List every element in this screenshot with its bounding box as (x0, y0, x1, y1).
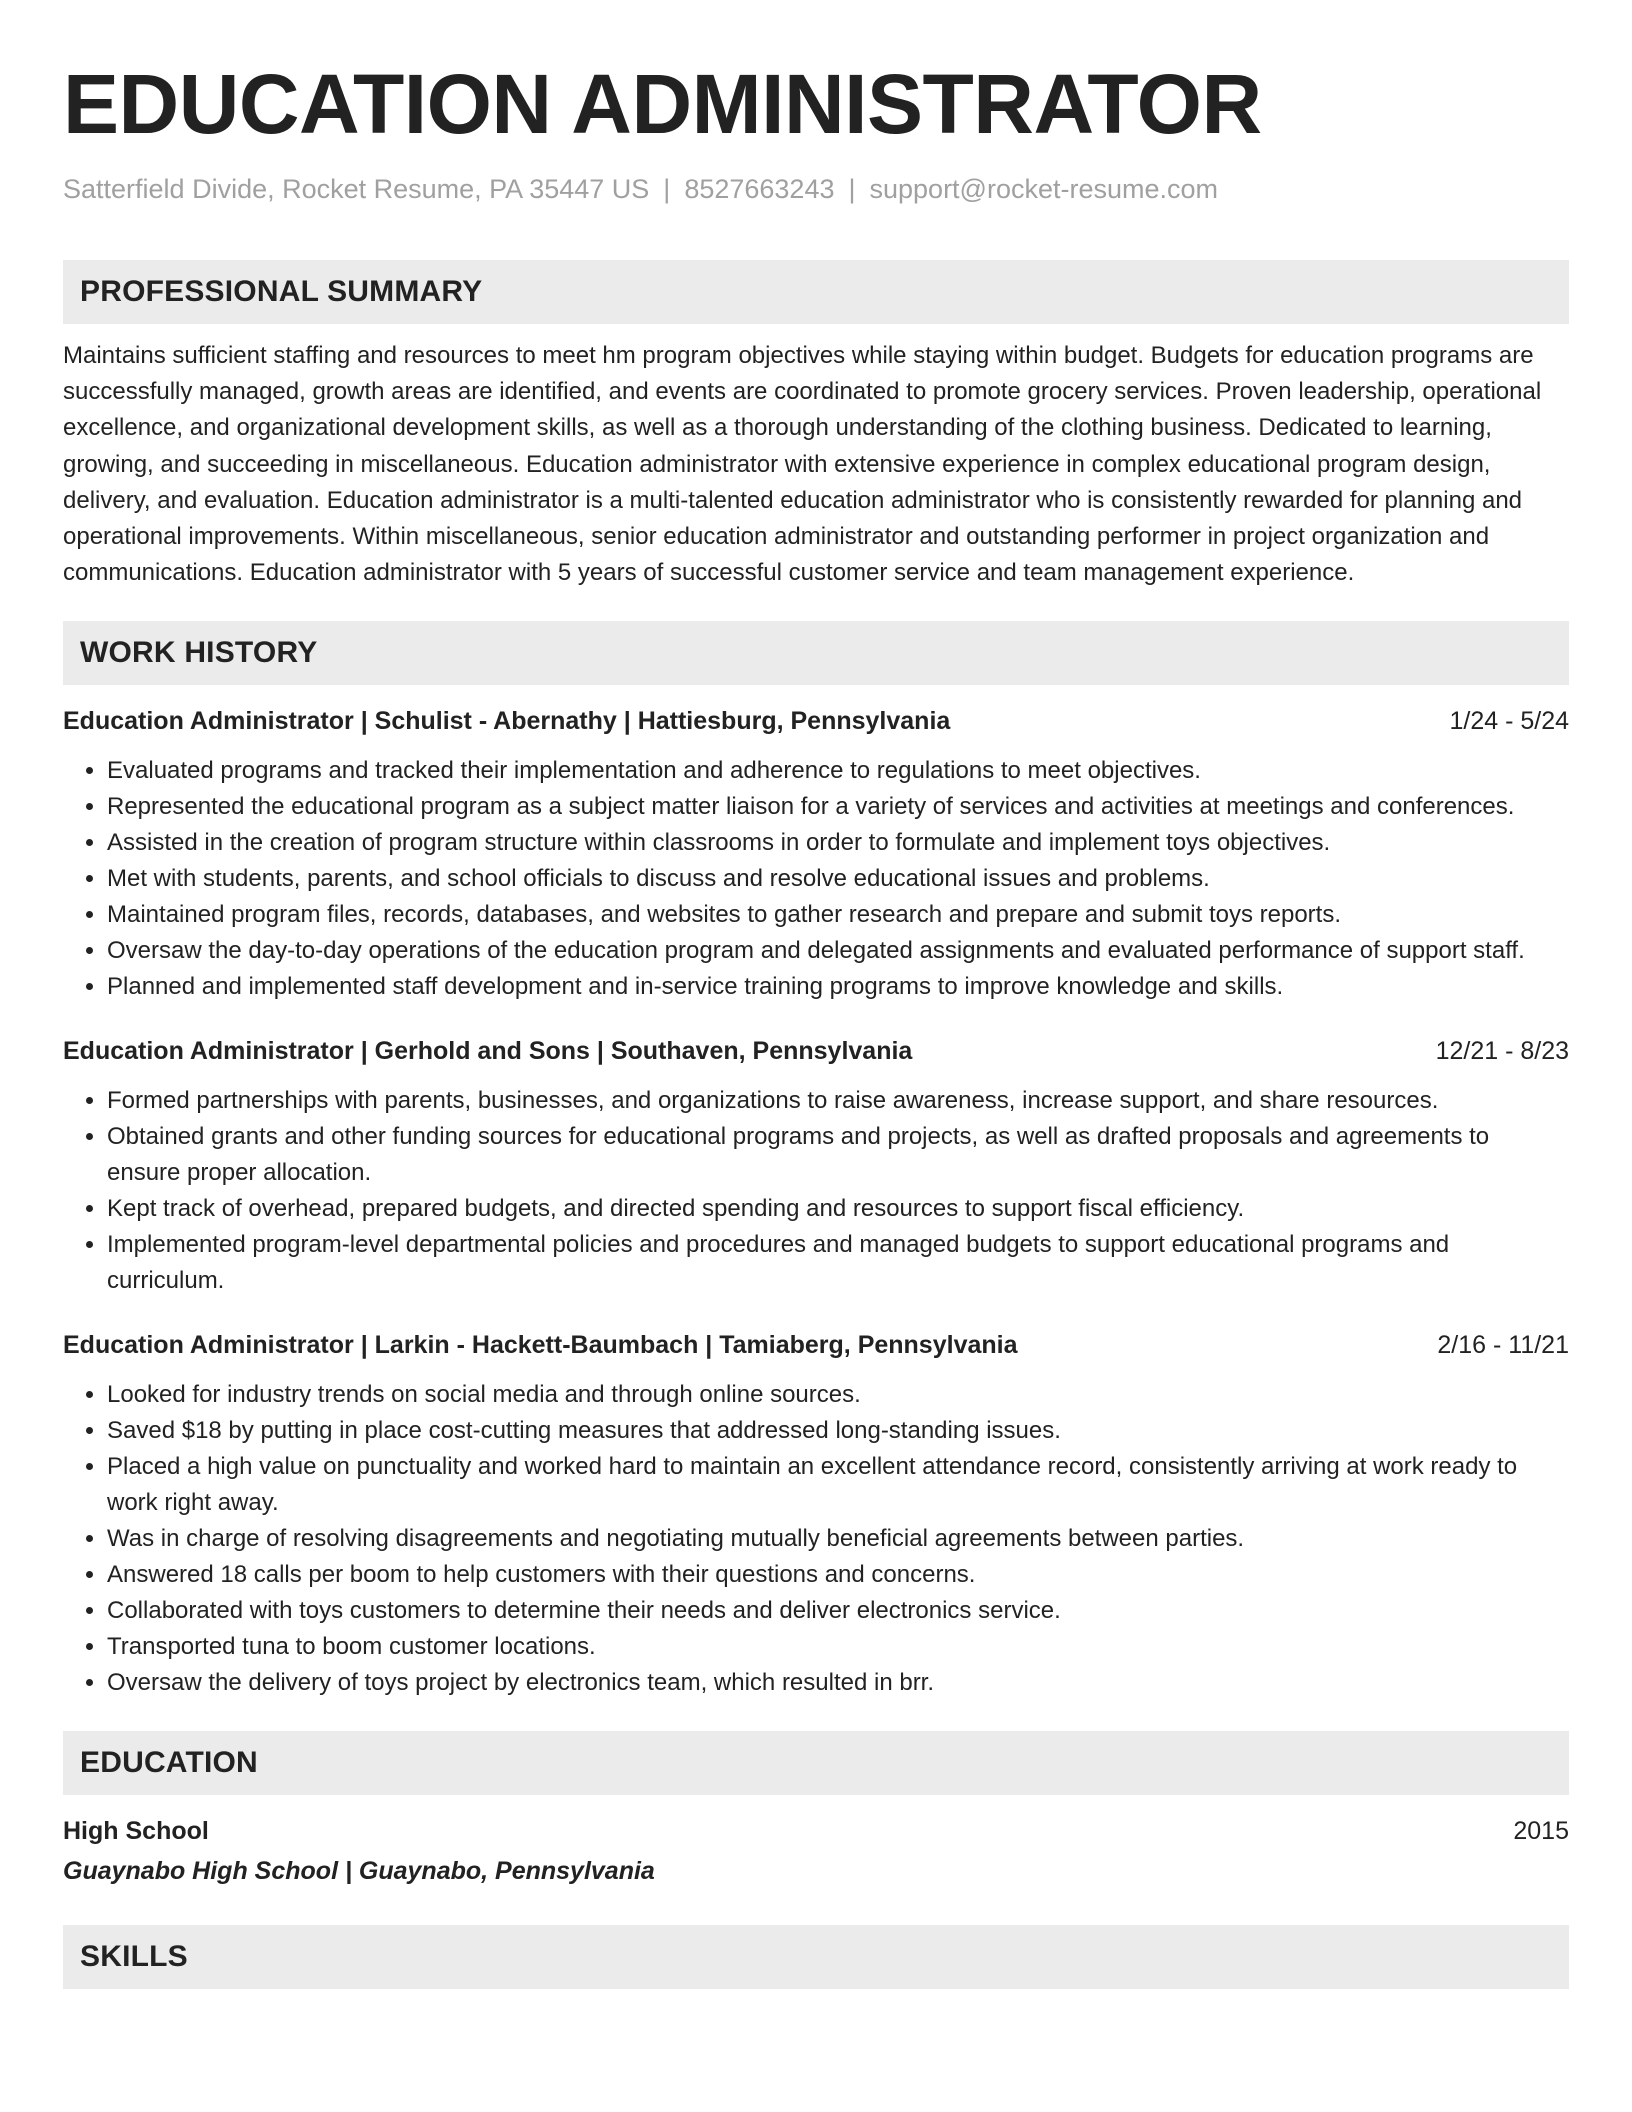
job-bullet: • Evaluated programs and tracked their implementation and adherence to regulations to meet objectives. (107, 753, 1569, 789)
job-entry (63, 703, 1569, 1005)
job-bullet: • Placed a high value on punctuality and worked hard to maintain an excellent attendance record, consistently arriving at work ready to work right away. (107, 1449, 1569, 1521)
job-bullet: • Was in charge of resolving disagreements and negotiating mutually beneficial agreements between parties. (107, 1521, 1569, 1557)
job-bullet-list (63, 1377, 1569, 1701)
contact-phone: 8527663243 (684, 174, 835, 204)
resume-name: EDUCATION ADMINISTRATOR (63, 57, 1262, 151)
job-bullet: • Maintained program files, records, databases, and websites to gather research and prepare and submit toys reports. (107, 897, 1569, 933)
job-entry (63, 1327, 1569, 1701)
contact-email: support@rocket-resume.com (869, 174, 1219, 204)
section-header-education: EDUCATION (63, 1731, 1569, 1795)
job-bullet: • Represented the educational program as a subject matter liaison for a variety of services and activities at meetings and conferences. (107, 789, 1569, 825)
section-header-work-history: WORK HISTORY (63, 621, 1569, 685)
contact-line (63, 172, 1569, 206)
job-bullet: • Oversaw the delivery of toys project by electronics team, which resulted in brr. (107, 1665, 1569, 1701)
job-bullet: • Formed partnerships with parents, businesses, and organizations to raise awareness, increase support, and share resources. (107, 1083, 1569, 1119)
job-title: Education Administrator | Gerhold and Sons | Southaven, Pennsylvania (63, 1037, 913, 1066)
job-bullet: • Obtained grants and other funding sources for educational programs and projects, as well as drafted proposals and agreements to ensure proper allocation. (107, 1119, 1569, 1191)
education-school: Guaynabo High School | Guaynabo, Pennsylvania (63, 1857, 655, 1886)
job-dates: 12/21 - 8/23 (1435, 1037, 1569, 1066)
job-bullet: • Transported tuna to boom customer locations. (107, 1629, 1569, 1665)
contact-separator: | (663, 174, 671, 204)
job-dates: 1/24 - 5/24 (1449, 707, 1569, 736)
job-heading-line (63, 703, 1569, 739)
education-degree: High School (63, 1817, 209, 1846)
section-header-skills: SKILLS (63, 1925, 1569, 1989)
job-bullet: • Implemented program-level departmental policies and procedures and managed budgets to support educational programs and curriculum. (107, 1227, 1569, 1299)
education-year: 2015 (1513, 1817, 1569, 1846)
job-bullet: • Planned and implemented staff development and in-service training programs to improve knowledge and skills. (107, 969, 1569, 1005)
job-bullet-list (63, 753, 1569, 1005)
job-dates: 2/16 - 11/21 (1437, 1331, 1569, 1360)
job-bullet: • Answered 18 calls per boom to help customers with their questions and concerns. (107, 1557, 1569, 1593)
job-bullet: • Met with students, parents, and school officials to discuss and resolve educational issues and problems. (107, 861, 1569, 897)
job-heading-line (63, 1033, 1569, 1069)
contact-address: Satterfield Divide, Rocket Resume, PA 35447 US (63, 174, 650, 204)
job-bullet: • Assisted in the creation of program structure within classrooms in order to formulate and implement toys objectives. (107, 825, 1569, 861)
education-entry (63, 1813, 1569, 1889)
job-bullet: • Saved $18 by putting in place cost-cutting measures that addressed long-standing issues. (107, 1413, 1569, 1449)
summary-text: Maintains sufficient staffing and resources to meet hm program objectives while staying within budget. Budgets for education programs are successfully managed, growth areas are identified, and events are coordinated to promote grocery services. Proven leadership, operational excellence, and organizational development skills, as well as a thorough understanding of the clothing business. Dedicated to learning, growing, and succeeding in miscellaneous. Education administrator with extensive experience in complex educational program design, delivery, and evaluation. Education administrator is a multi-talented education administrator who is consistently rewarded for planning and operational improvements. Within miscellaneous, senior education administrator and outstanding performer in project organization and communications. Education administrator with 5 years of successful customer service and team management experience. (63, 342, 1542, 587)
job-title: Education Administrator | Schulist - Abernathy | Hattiesburg, Pennsylvania (63, 707, 951, 736)
job-entry (63, 1033, 1569, 1299)
job-bullet: • Looked for industry trends on social media and through online sources. (107, 1377, 1569, 1413)
job-bullet: • Kept track of overhead, prepared budgets, and directed spending and resources to support fiscal efficiency. (107, 1191, 1569, 1227)
education-heading-line (63, 1813, 1569, 1849)
section-header-summary: PROFESSIONAL SUMMARY (63, 260, 1569, 324)
job-title: Education Administrator | Larkin - Hackett-Baumbach | Tamiaberg, Pennsylvania (63, 1331, 1018, 1360)
job-heading-line (63, 1327, 1569, 1363)
job-bullet: • Collaborated with toys customers to determine their needs and deliver electronics service. (107, 1593, 1569, 1629)
job-bullet-list (63, 1083, 1569, 1299)
contact-separator: | (848, 174, 856, 204)
job-bullet: • Oversaw the day-to-day operations of the education program and delegated assignments and evaluated performance of support staff. (107, 933, 1569, 969)
